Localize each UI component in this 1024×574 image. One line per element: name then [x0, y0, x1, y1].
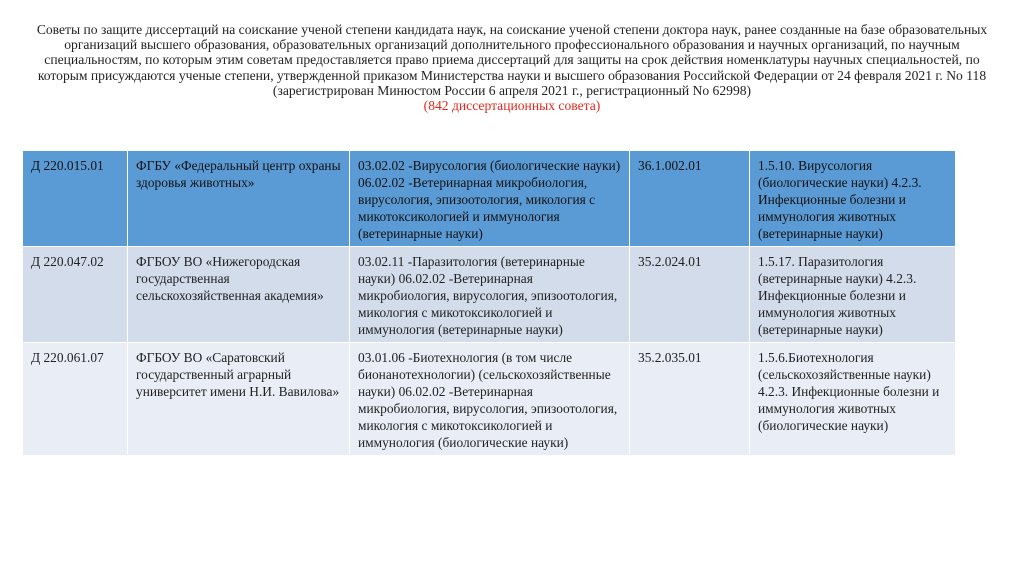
old-specialties-cell: 03.01.06 -Биотехнология (в том числе бионанотехнологии) (сельскохозяйственные науки) 06.02.02 -Ветеринарная микробиология, вирусология, эпизоотология, микология с микотоксикологией и иммунология (биологические науки) [350, 343, 630, 456]
organization-cell: ФГБОУ ВО «Нижегородская государственная сельскохозяйственная академия» [128, 247, 350, 343]
new-specialties-cell: 1.5.6.Биотехнология (сельскохозяйственные науки) 4.2.3. Инфекционные болезни и иммунология животных (биологические науки) [750, 343, 956, 456]
new-specialties-cell: 1.5.17. Паразитология (ветеринарные науки) 4.2.3. Инфекционные болезни и иммунология животных (ветеринарные науки) [750, 247, 956, 343]
slide-header [30, 22, 994, 113]
new-code-cell: 35.2.035.01 [630, 343, 750, 456]
table-row [23, 151, 956, 247]
organization-cell: ФГБОУ ВО «Саратовский государственный аграрный университет имени Н.И. Вавилова» [128, 343, 350, 456]
old-specialties-cell: 03.02.02 -Вирусология (биологические науки) 06.02.02 -Ветеринарная микробиология, вирусология, эпизоотология, микология с микотоксикологией и иммунология (ветеринарные науки) [350, 151, 630, 247]
slide-title: Советы по защите диссертаций на соискание ученой степени кандидата наук, на соискание ученой степени доктора наук, ранее созданные на базе образовательных организаций высшего образования, образовательных организаций дополнительного профессионального образования и научных организаций, по научным специальностям, по которым этим советам предоставляется право приема диссертаций для защиты на срок действия номенклатуры научных специальностей, по которым присуждаются ученые степени, утвержденной приказом Министерства науки и высшего образования Российской Федерации от 24 февраля 2021 г. No 118 (зарегистрирован Минюстом России 6 апреля 2021 г., регистрационный No 62998) [36, 22, 988, 98]
new-code-cell: 35.2.024.01 [630, 247, 750, 343]
old-specialties-cell: 03.02.11 -Паразитология (ветеринарные науки) 06.02.02 -Ветеринарная микробиология, вирусология, эпизоотология, микология с микотоксикологией и иммунология (ветеринарные науки) [350, 247, 630, 343]
new-specialties-cell: 1.5.10. Вирусология (биологические науки) 4.2.3. Инфекционные болезни и иммунология животных (ветеринарные науки) [750, 151, 956, 247]
council-code-cell: Д 220.061.07 [23, 343, 128, 456]
council-code-cell: Д 220.015.01 [23, 151, 128, 247]
council-count-note: (842 диссертационных совета) [423, 98, 601, 114]
organization-cell: ФГБУ «Федеральный центр охраны здоровья животных» [128, 151, 350, 247]
table-row [23, 247, 956, 343]
table-row [23, 343, 956, 456]
councils-table [22, 150, 956, 456]
new-code-cell: 36.1.002.01 [630, 151, 750, 247]
council-code-cell: Д 220.047.02 [23, 247, 128, 343]
